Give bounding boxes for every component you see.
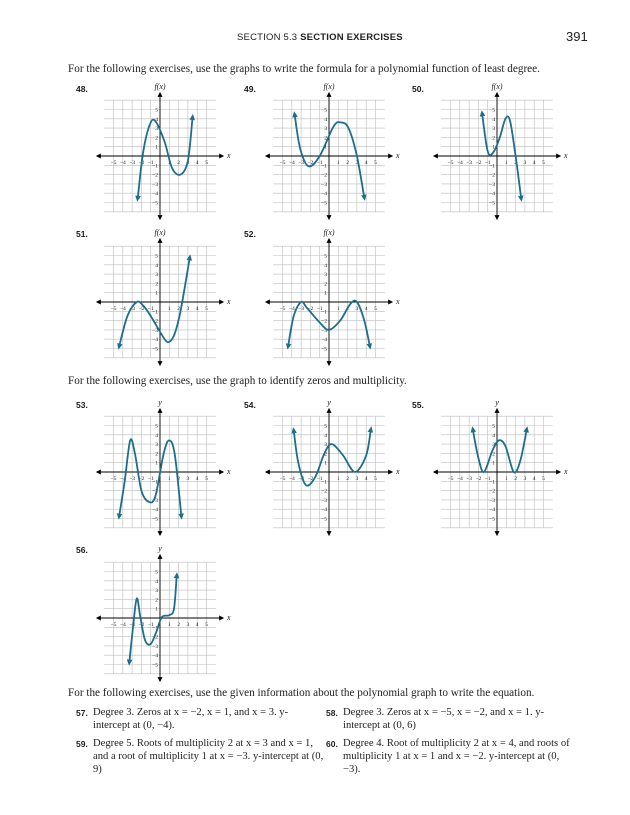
graph-number-56: 56. xyxy=(76,545,88,555)
y-tick-label: 1 xyxy=(155,290,158,297)
curve-arrow-end-icon xyxy=(368,426,374,432)
y-axis-arrow-down-icon xyxy=(158,531,163,536)
y-tick-label: 4 xyxy=(155,432,158,439)
x-tick-label: −1 xyxy=(316,476,323,482)
section-label: SECTION 5.3 xyxy=(237,32,298,43)
x-tick-label: 2 xyxy=(177,306,180,312)
x-tick-label: −5 xyxy=(279,306,286,312)
y-axis-arrow-down-icon xyxy=(158,677,163,682)
y-tick-label: 1 xyxy=(324,460,327,467)
y-tick-label: 5 xyxy=(492,423,495,430)
y-tick-label: −2 xyxy=(152,634,158,641)
x-tick-label: −1 xyxy=(147,622,154,628)
y-tick-label: 3 xyxy=(492,442,495,449)
x-tick-label: −3 xyxy=(298,160,305,166)
y-axis-label: f(x) xyxy=(154,228,166,238)
x-axis-arrow-right-icon xyxy=(388,300,393,305)
graph-54 xyxy=(263,396,423,531)
x-tick-label: −5 xyxy=(110,160,117,166)
coordinate-plane xyxy=(94,396,254,531)
x-tick-label: −3 xyxy=(129,476,136,482)
exercise-text: Degree 3. Zeros at x = −2, x = 1, and x = 3. y-intercept at (0, −4). xyxy=(93,707,289,732)
x-tick-label: 1 xyxy=(167,476,171,482)
y-tick-label: 2 xyxy=(324,451,327,458)
coordinate-plane xyxy=(263,396,423,531)
y-tick-label: −2 xyxy=(152,488,158,495)
y-axis-arrow-down-icon xyxy=(495,531,500,536)
x-tick-label: 1 xyxy=(167,160,171,166)
x-tick-label: −2 xyxy=(307,306,314,312)
y-tick-label: 5 xyxy=(324,253,327,260)
y-axis-label: y xyxy=(158,544,162,554)
x-tick-label: 1 xyxy=(336,476,340,482)
graph-48 xyxy=(94,80,254,215)
x-tick-label: 4 xyxy=(195,160,199,166)
x-tick-label: 2 xyxy=(177,476,180,482)
x-axis-label: x xyxy=(395,297,400,306)
y-axis-arrow-down-icon xyxy=(158,361,163,366)
y-tick-label: 3 xyxy=(155,442,158,449)
graph-49 xyxy=(263,80,423,215)
y-axis-arrow-up-icon xyxy=(495,408,500,413)
coordinate-plane xyxy=(94,226,254,361)
y-tick-label: 3 xyxy=(492,126,495,133)
x-tick-label: 5 xyxy=(542,476,545,482)
y-axis-arrow-down-icon xyxy=(495,215,500,220)
y-tick-label: 2 xyxy=(492,135,495,142)
x-tick-label: −3 xyxy=(298,306,305,312)
coordinate-plane xyxy=(263,226,423,361)
x-tick-label: −4 xyxy=(288,160,295,166)
x-tick-label: −2 xyxy=(307,160,314,166)
y-tick-label: −1 xyxy=(321,163,327,170)
y-tick-label: −2 xyxy=(321,488,327,495)
y-tick-label: −2 xyxy=(489,488,495,495)
graph-53 xyxy=(94,396,254,531)
instruction-zeros: For the following exercises, use the graph to identify zeros and multiplicity. xyxy=(68,375,407,387)
x-tick-label: −3 xyxy=(129,306,136,312)
x-tick-label: −1 xyxy=(484,476,491,482)
y-tick-label: 1 xyxy=(155,606,158,613)
x-axis-label: x xyxy=(563,151,568,160)
y-tick-label: −3 xyxy=(489,497,495,504)
x-tick-label: 2 xyxy=(346,306,349,312)
y-axis-arrow-down-icon xyxy=(327,215,332,220)
x-tick-label: 5 xyxy=(205,476,208,482)
x-tick-label: −4 xyxy=(119,306,126,312)
x-tick-label: −1 xyxy=(316,306,323,312)
x-axis-arrow-left-icon xyxy=(433,470,438,475)
y-tick-label: 5 xyxy=(324,423,327,430)
graph-number-52: 52. xyxy=(244,229,256,239)
curve-arrow-start-icon xyxy=(291,427,297,433)
x-tick-label: 1 xyxy=(336,306,340,312)
y-tick-label: 4 xyxy=(155,578,158,585)
y-tick-label: −5 xyxy=(321,516,327,523)
y-axis-label: y xyxy=(327,398,331,408)
y-tick-label: −1 xyxy=(321,479,327,486)
y-tick-label: 3 xyxy=(155,588,158,595)
y-tick-label: −5 xyxy=(321,346,327,353)
x-axis-label: x xyxy=(395,467,400,476)
y-tick-label: 2 xyxy=(155,135,158,142)
y-axis-arrow-up-icon xyxy=(158,92,163,97)
graph-number-48: 48. xyxy=(76,84,88,94)
x-axis-arrow-right-icon xyxy=(388,154,393,159)
exercise-text: Degree 5. Roots of multiplicity 2 at x = 3 and x = 1, and a root of multiplicity 1 at x = −3. y-intercept at (0, 9) xyxy=(93,738,324,776)
x-tick-label: −5 xyxy=(110,622,117,628)
x-tick-label: 3 xyxy=(355,306,359,312)
x-tick-label: 2 xyxy=(177,160,180,166)
curve-arrow-end-icon xyxy=(523,426,529,432)
x-axis-arrow-left-icon xyxy=(433,154,438,159)
x-tick-label: 2 xyxy=(346,476,349,482)
x-tick-label: 4 xyxy=(532,476,536,482)
y-axis-label: f(x) xyxy=(154,82,166,92)
y-axis-label: y xyxy=(158,398,162,408)
x-tick-label: −5 xyxy=(447,476,454,482)
x-axis-arrow-right-icon xyxy=(388,470,393,475)
exercise-number: 60. xyxy=(326,739,338,749)
x-tick-label: 3 xyxy=(523,476,527,482)
y-tick-label: −2 xyxy=(152,318,158,325)
x-tick-label: −4 xyxy=(456,160,463,166)
y-tick-label: 3 xyxy=(155,126,158,133)
x-tick-label: 3 xyxy=(186,160,190,166)
x-tick-label: 4 xyxy=(195,306,199,312)
x-tick-label: −3 xyxy=(466,160,473,166)
y-tick-label: −3 xyxy=(321,497,327,504)
y-tick-label: −1 xyxy=(321,309,327,316)
y-tick-label: −1 xyxy=(152,163,158,170)
x-tick-label: −1 xyxy=(147,306,154,312)
x-tick-label: −4 xyxy=(288,306,295,312)
curve-arrow-end-icon xyxy=(361,194,367,200)
y-tick-label: −1 xyxy=(152,625,158,632)
y-axis-label: f(x) xyxy=(323,82,335,92)
instruction-formula: For the following exercises, use the graphs to write the formula for a polynomial function of least degree. xyxy=(68,63,540,75)
y-tick-label: −4 xyxy=(152,653,158,660)
y-tick-label: 2 xyxy=(324,281,327,288)
y-tick-label: −4 xyxy=(321,191,327,198)
x-tick-label: −3 xyxy=(466,476,473,482)
y-tick-label: 1 xyxy=(324,290,327,297)
x-axis-arrow-right-icon xyxy=(219,616,224,621)
graph-number-50: 50. xyxy=(412,84,424,94)
x-tick-label: 4 xyxy=(364,476,368,482)
x-axis-arrow-left-icon xyxy=(96,300,101,305)
y-tick-label: −1 xyxy=(489,479,495,486)
page-number: 391 xyxy=(566,29,588,44)
y-axis-label: f(x) xyxy=(491,82,503,92)
y-tick-label: 2 xyxy=(324,135,327,142)
y-tick-label: 4 xyxy=(324,262,327,269)
x-tick-label: 5 xyxy=(374,476,377,482)
x-tick-label: −3 xyxy=(129,622,136,628)
x-tick-label: −2 xyxy=(475,476,482,482)
instruction-equation: For the following exercises, use the given information about the polynomial graph to write the equation. xyxy=(68,687,535,699)
x-tick-label: 1 xyxy=(167,306,171,312)
x-axis-arrow-right-icon xyxy=(219,300,224,305)
y-tick-label: −1 xyxy=(152,309,158,316)
y-tick-label: −5 xyxy=(152,662,158,669)
x-axis-arrow-left-icon xyxy=(96,470,101,475)
curve-arrow-end-icon xyxy=(518,195,524,201)
y-axis-arrow-down-icon xyxy=(158,215,163,220)
x-tick-label: −4 xyxy=(288,476,295,482)
section-heading xyxy=(237,32,403,43)
y-tick-label: −2 xyxy=(152,172,158,179)
y-tick-label: −4 xyxy=(489,191,495,198)
y-axis-arrow-up-icon xyxy=(327,92,332,97)
y-tick-label: −3 xyxy=(152,327,158,334)
y-axis-arrow-down-icon xyxy=(327,531,332,536)
exercise-number: 59. xyxy=(76,739,88,749)
x-tick-label: −1 xyxy=(147,160,154,166)
y-tick-label: −2 xyxy=(321,172,327,179)
graph-55 xyxy=(431,396,591,531)
y-tick-label: 4 xyxy=(324,116,327,123)
x-tick-label: 5 xyxy=(542,160,545,166)
x-tick-label: −4 xyxy=(119,160,126,166)
y-tick-label: 1 xyxy=(492,460,495,467)
exercise-number: 58. xyxy=(326,708,338,718)
y-tick-label: −3 xyxy=(152,643,158,650)
y-tick-label: −4 xyxy=(152,191,158,198)
x-axis-arrow-right-icon xyxy=(556,470,561,475)
y-tick-label: 1 xyxy=(324,144,327,151)
exercise-text: Degree 4. Root of multiplicity 2 at x = 4, and roots of multiplicity 1 at x = 1 and x = −2. y-intercept at (0, −3). xyxy=(343,738,570,776)
x-tick-label: −5 xyxy=(110,476,117,482)
x-tick-label: 4 xyxy=(195,476,199,482)
y-tick-label: −4 xyxy=(489,507,495,514)
y-tick-label: 4 xyxy=(492,116,495,123)
graph-number-51: 51. xyxy=(76,229,88,239)
x-tick-label: 5 xyxy=(205,622,208,628)
y-tick-label: 2 xyxy=(492,451,495,458)
x-axis-arrow-left-icon xyxy=(265,154,270,159)
y-tick-label: 2 xyxy=(155,451,158,458)
x-tick-label: 3 xyxy=(355,476,359,482)
x-tick-label: 2 xyxy=(346,160,349,166)
x-tick-label: 1 xyxy=(167,622,171,628)
x-axis-arrow-left-icon xyxy=(96,616,101,621)
x-tick-label: 4 xyxy=(364,160,368,166)
x-tick-label: 5 xyxy=(205,160,208,166)
y-tick-label: −2 xyxy=(321,318,327,325)
coordinate-plane xyxy=(94,542,254,677)
graph-number-54: 54. xyxy=(244,400,256,410)
x-tick-label: 2 xyxy=(177,622,180,628)
curve-arrow-start-icon xyxy=(471,426,477,432)
graph-number-55: 55. xyxy=(412,400,424,410)
y-tick-label: 5 xyxy=(155,569,158,576)
x-axis-label: x xyxy=(226,151,231,160)
x-tick-label: −3 xyxy=(129,160,136,166)
x-tick-label: −4 xyxy=(119,622,126,628)
x-tick-label: −4 xyxy=(456,476,463,482)
y-axis-arrow-up-icon xyxy=(158,408,163,413)
x-axis-label: x xyxy=(226,467,231,476)
y-tick-label: −3 xyxy=(489,181,495,188)
x-tick-label: −2 xyxy=(138,476,145,482)
x-axis-arrow-left-icon xyxy=(96,154,101,159)
y-tick-label: 3 xyxy=(324,272,327,279)
exercise-text: Degree 3. Zeros at x = −5, x = −2, and x = 1. y-intercept at (0, 6) xyxy=(343,707,545,732)
y-tick-label: 4 xyxy=(155,262,158,269)
x-tick-label: −2 xyxy=(475,160,482,166)
y-tick-label: 3 xyxy=(324,126,327,133)
curve-arrow-start-icon xyxy=(480,110,486,116)
x-tick-label: −2 xyxy=(138,622,145,628)
graph-number-53: 53. xyxy=(76,400,88,410)
y-axis-arrow-up-icon xyxy=(495,92,500,97)
x-tick-label: −5 xyxy=(447,160,454,166)
x-tick-label: −5 xyxy=(110,306,117,312)
y-tick-label: −3 xyxy=(152,181,158,188)
y-tick-label: −3 xyxy=(152,497,158,504)
y-tick-label: −5 xyxy=(489,516,495,523)
x-tick-label: −5 xyxy=(279,160,286,166)
x-tick-label: 5 xyxy=(374,306,377,312)
y-tick-label: −4 xyxy=(152,507,158,514)
y-tick-label: −4 xyxy=(152,337,158,344)
y-tick-label: −1 xyxy=(152,479,158,486)
x-tick-label: −3 xyxy=(298,476,305,482)
x-tick-label: 4 xyxy=(195,622,199,628)
y-tick-label: −2 xyxy=(489,172,495,179)
x-tick-label: 4 xyxy=(364,306,368,312)
x-tick-label: 5 xyxy=(205,306,208,312)
y-tick-label: 5 xyxy=(492,107,495,114)
page-header xyxy=(0,30,630,50)
x-tick-label: 1 xyxy=(504,160,508,166)
y-tick-label: 3 xyxy=(324,442,327,449)
coordinate-plane xyxy=(431,396,591,531)
y-tick-label: 1 xyxy=(155,460,158,467)
x-tick-label: −1 xyxy=(316,160,323,166)
polynomial-curve xyxy=(294,429,371,485)
y-tick-label: −5 xyxy=(152,200,158,207)
y-tick-label: 5 xyxy=(324,107,327,114)
curve-arrow-start-icon xyxy=(135,196,141,202)
y-tick-label: 5 xyxy=(155,107,158,114)
y-tick-label: −3 xyxy=(321,181,327,188)
x-tick-label: 3 xyxy=(186,476,190,482)
x-axis-arrow-right-icon xyxy=(556,154,561,159)
x-tick-label: 3 xyxy=(186,622,190,628)
y-tick-label: 3 xyxy=(155,272,158,279)
graph-number-49: 49. xyxy=(244,84,256,94)
coordinate-plane xyxy=(263,80,423,215)
y-tick-label: 5 xyxy=(155,423,158,430)
x-tick-label: 2 xyxy=(514,476,517,482)
x-tick-label: 3 xyxy=(523,160,527,166)
x-tick-label: −2 xyxy=(307,476,314,482)
y-tick-label: 4 xyxy=(492,432,495,439)
y-tick-label: −5 xyxy=(152,516,158,523)
x-axis-label: x xyxy=(226,613,231,622)
y-axis-arrow-down-icon xyxy=(327,361,332,366)
x-tick-label: 2 xyxy=(514,160,517,166)
x-tick-label: 1 xyxy=(336,160,340,166)
x-tick-label: 4 xyxy=(532,160,536,166)
y-axis-label: y xyxy=(495,398,499,408)
x-axis-label: x xyxy=(563,467,568,476)
y-tick-label: 1 xyxy=(155,144,158,151)
y-tick-label: 5 xyxy=(155,253,158,260)
x-tick-label: −1 xyxy=(147,476,154,482)
x-axis-arrow-left-icon xyxy=(265,300,270,305)
x-tick-label: −2 xyxy=(138,160,145,166)
x-tick-label: −5 xyxy=(279,476,286,482)
x-axis-label: x xyxy=(395,151,400,160)
y-tick-label: 2 xyxy=(155,597,158,604)
graph-51 xyxy=(94,226,254,361)
y-tick-label: −5 xyxy=(321,200,327,207)
y-axis-arrow-up-icon xyxy=(158,554,163,559)
x-tick-label: −4 xyxy=(119,476,126,482)
curve-arrow-start-icon xyxy=(292,111,298,117)
y-tick-label: 4 xyxy=(324,432,327,439)
coordinate-plane xyxy=(94,80,254,215)
section-title: SECTION EXERCISES xyxy=(300,32,403,43)
y-tick-label: 1 xyxy=(492,144,495,151)
y-tick-label: −5 xyxy=(152,346,158,353)
x-axis-label: x xyxy=(226,297,231,306)
x-axis-arrow-right-icon xyxy=(219,470,224,475)
graph-52 xyxy=(263,226,423,361)
x-axis-arrow-right-icon xyxy=(219,154,224,159)
y-tick-label: −1 xyxy=(489,163,495,170)
x-tick-label: −2 xyxy=(138,306,145,312)
y-axis-arrow-up-icon xyxy=(158,238,163,243)
x-tick-label: −1 xyxy=(484,160,491,166)
y-axis-label: f(x) xyxy=(323,228,335,238)
y-tick-label: −5 xyxy=(489,200,495,207)
y-axis-arrow-up-icon xyxy=(327,238,332,243)
polynomial-curve xyxy=(473,429,527,472)
graph-50 xyxy=(431,80,591,215)
graph-56 xyxy=(94,542,254,677)
x-tick-label: 3 xyxy=(186,306,190,312)
y-tick-label: 2 xyxy=(155,281,158,288)
x-tick-label: 1 xyxy=(504,476,508,482)
x-tick-label: 3 xyxy=(355,160,359,166)
x-axis-arrow-left-icon xyxy=(265,470,270,475)
y-tick-label: −4 xyxy=(321,507,327,514)
y-tick-label: 4 xyxy=(155,116,158,123)
polynomial-curve xyxy=(138,117,193,199)
exercise-number: 57. xyxy=(76,708,88,718)
x-tick-label: 5 xyxy=(374,160,377,166)
curve-arrow-end-icon xyxy=(189,114,195,120)
y-axis-arrow-up-icon xyxy=(327,408,332,413)
coordinate-plane xyxy=(431,80,591,215)
y-tick-label: −3 xyxy=(321,327,327,334)
y-tick-label: −4 xyxy=(321,337,327,344)
